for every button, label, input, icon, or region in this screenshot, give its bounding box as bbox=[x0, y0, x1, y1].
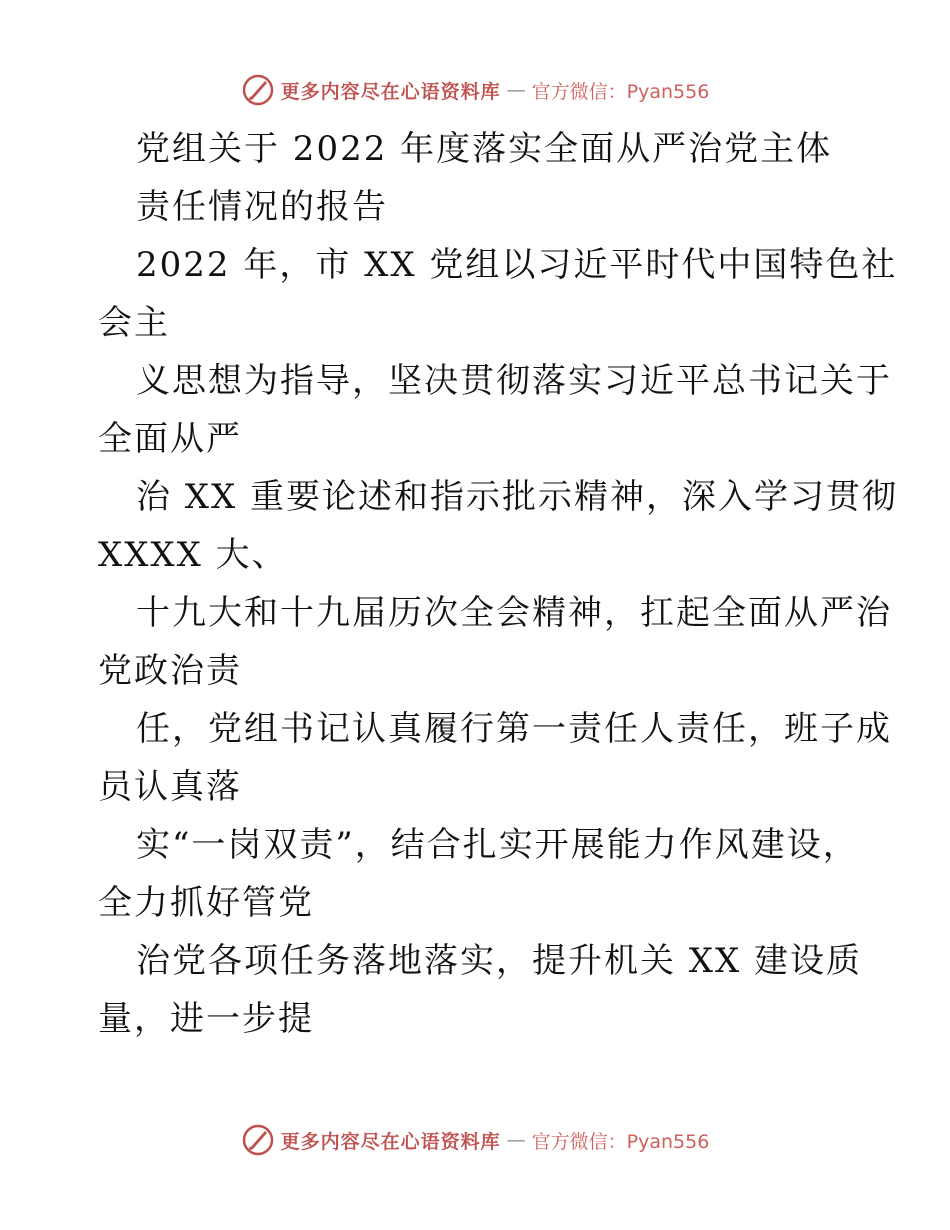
watermark-brand: 更多内容尽在心语资料库 bbox=[280, 80, 501, 103]
document-line: 党组关于 2022 年度落实全面从严治党主体 bbox=[136, 129, 833, 169]
document-line: XXXX 大、 bbox=[98, 535, 288, 575]
document-body bbox=[98, 120, 899, 1048]
document-line: 义思想为指导，坚决贯彻落实习近平总书记关于 bbox=[136, 361, 892, 401]
document-line: 全力抓好管党 bbox=[98, 883, 314, 923]
watermark-separator: — bbox=[506, 79, 526, 101]
document-line: 会主 bbox=[98, 303, 170, 343]
quill-logo-icon bbox=[241, 73, 275, 107]
document-line: 治党各项任务落地落实，提升机关 XX 建设质 bbox=[136, 941, 863, 981]
document-line: 实“一岗双责”，结合扎实开展能力作风建设， bbox=[136, 825, 859, 865]
footer-watermark bbox=[0, 1120, 950, 1160]
document-line: 全面从严 bbox=[98, 419, 242, 459]
watermark-contact: 官方微信：Pyan556 bbox=[531, 80, 710, 103]
document-line: 治 XX 重要论述和指示批示精神，深入学习贯彻 bbox=[136, 477, 899, 517]
document-line: 2022 年，市 XX 党组以习近平时代中国特色社 bbox=[136, 245, 898, 285]
document-line: 量，进一步提 bbox=[98, 999, 314, 1039]
header-watermark bbox=[0, 70, 950, 110]
document-line: 十九大和十九届历次全会精神，扛起全面从严治 bbox=[136, 593, 892, 633]
document-line: 任，党组书记认真履行第一责任人责任，班子成 bbox=[136, 709, 892, 749]
watermark-brand: 更多内容尽在心语资料库 bbox=[280, 1130, 501, 1153]
quill-logo-icon bbox=[241, 1123, 275, 1157]
document-line: 党政治责 bbox=[98, 651, 242, 691]
watermark-separator: — bbox=[506, 1129, 526, 1151]
document-line: 员认真落 bbox=[98, 767, 242, 807]
document-line: 责任情况的报告 bbox=[136, 187, 388, 227]
watermark-contact: 官方微信：Pyan556 bbox=[531, 1130, 710, 1153]
